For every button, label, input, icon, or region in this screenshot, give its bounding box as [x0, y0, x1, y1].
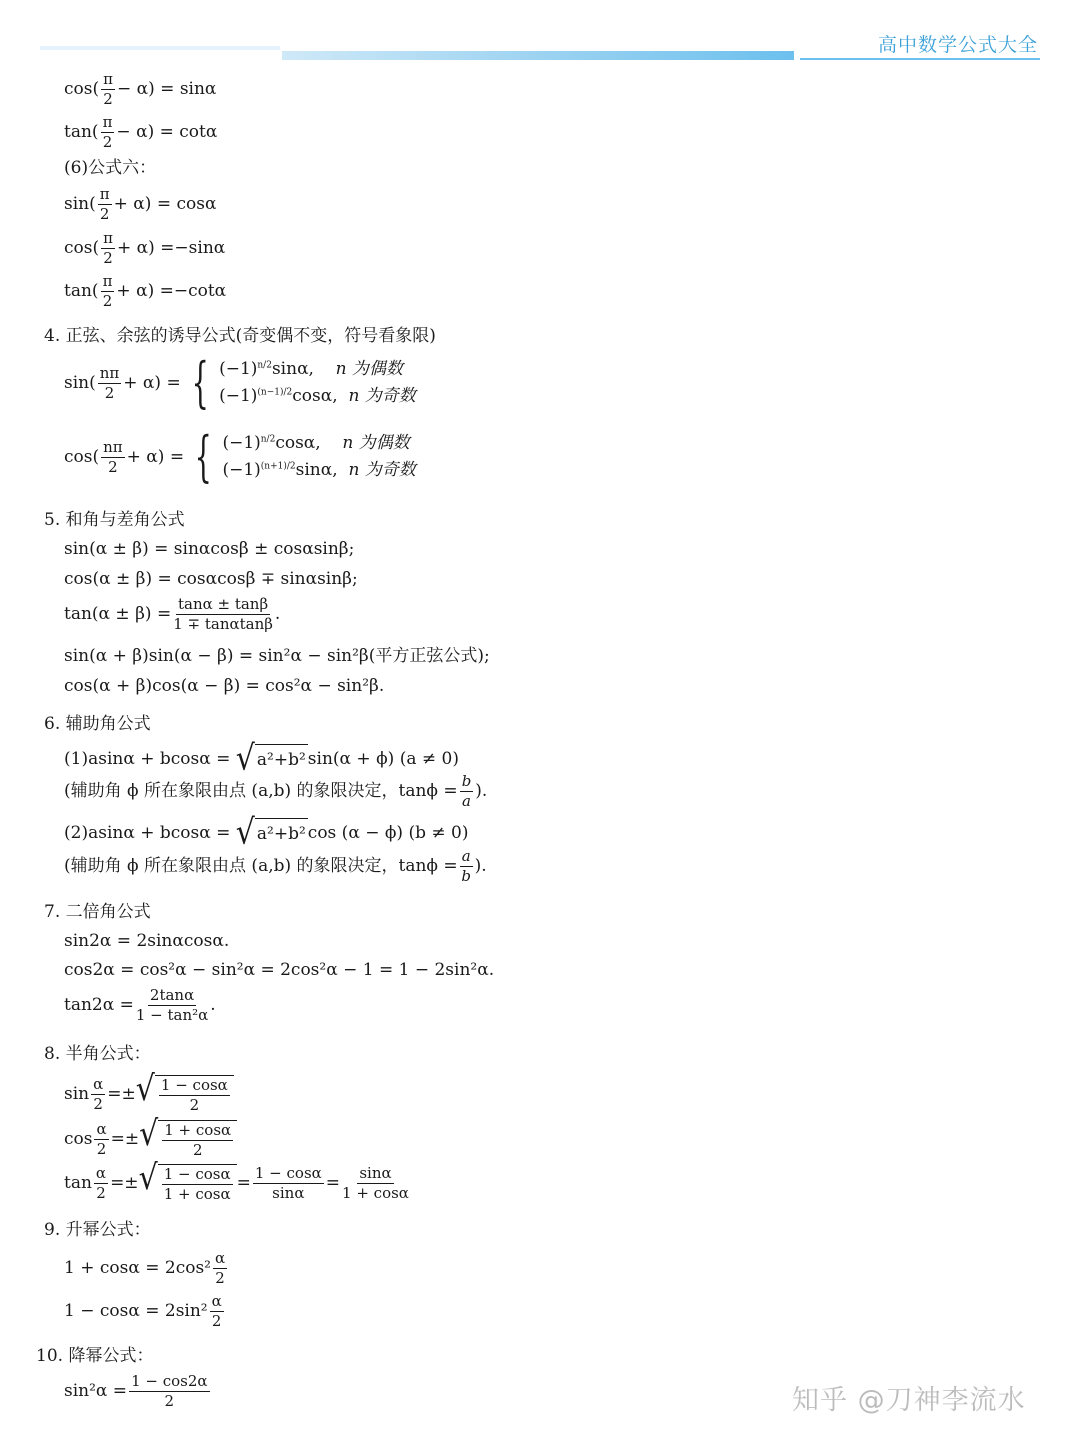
fraction: $\frac{\pi}{2}$: [99, 185, 110, 223]
formula-aux-2: (2)asinα + bcosα = √ a²+b² cos (α − ϕ) (b ≠ 0): [64, 812, 469, 853]
watermark-text: 知乎 @刀神李流水: [792, 1385, 1026, 1416]
formula-sin-pi2-plus: sin ( $\frac{\pi}{2}$ + α ) = cosα: [64, 185, 217, 223]
formula-lower-1: sin²α = $\frac{1 - \cos 2\alpha}{2}$: [64, 1372, 208, 1410]
brace-icon: {: [194, 425, 212, 488]
radical-icon: √: [235, 812, 255, 853]
formula-sin-double: sin2α = 2sinαcosα.: [64, 931, 230, 951]
section-8-heading: 8. 半角公式：: [44, 1044, 151, 1064]
sqrt: √ a²+b²: [235, 738, 306, 779]
fraction: $\frac{\pi}{2}$: [103, 70, 113, 108]
formula-six-label: (6)公式六：: [64, 158, 157, 178]
fraction: $\frac{1 - \cos\alpha}{2}$: [160, 1076, 228, 1114]
fraction: $\frac{\alpha}{2}$: [93, 1074, 104, 1113]
formula-induction-sin: sin( $\frac{n\pi}{2}$ + α) = { $(-1)^{n/2}\sin\alpha$, n 为偶数 $(-1)^{(n-1)/2}\cos\alpha$, n 为奇数: [64, 351, 416, 414]
fraction: $\frac{\alpha}{2}$: [95, 1163, 107, 1202]
radical-icon: √: [138, 1157, 158, 1198]
fraction: $\frac{\alpha}{2}$: [211, 1292, 222, 1330]
page-header-title: 高中数学公式大全: [877, 34, 1038, 56]
fraction: $\frac{1 - \cos\alpha}{\sin\alpha}$: [254, 1163, 322, 1202]
formula-raise-2: 1 − cosα = 2sin² $\frac{\alpha}{2}$: [64, 1292, 222, 1330]
cases: [222, 435, 415, 479]
fraction: $\frac{1 - \cos 2\alpha}{2}$: [131, 1372, 208, 1410]
section-7-heading: 7. 二倍角公式: [44, 902, 151, 922]
formula-induction-cos: cos( $\frac{n\pi}{2}$ + α) = { $(-1)^{n/2}\cos\alpha$, n 为偶数 $(-1)^{(n+1)/2}\sin\alpha$, n 为奇数: [64, 425, 416, 488]
formula-cos-half: cos $\frac{\alpha}{2}$ =± √ $\frac{1 + \cos\alpha}{2}$: [64, 1120, 237, 1158]
fn-label: cos: [64, 79, 93, 99]
radical-icon: √: [235, 738, 255, 779]
fraction: $\frac{1 + \cos\alpha}{2}$: [164, 1121, 232, 1159]
case-row: $(-1)^{n/2}\cos\alpha$, n 为偶数: [222, 433, 410, 453]
formula-aux-1: (1)asinα + bcosα = √ a²+b² sin(α + ϕ) (a ≠ 0): [64, 738, 459, 779]
case-row: $(-1)^{n/2}\sin\alpha$, n 为偶数: [219, 359, 403, 379]
case-row: $(-1)^{(n-1)/2}\cos\alpha$, n 为奇数: [219, 386, 416, 406]
formula-sin-half: sin $\frac{\alpha}{2}$ =± √ $\frac{1 - \cos\alpha}{2}$: [64, 1075, 234, 1113]
fraction: $\frac{\alpha}{2}$: [96, 1119, 107, 1158]
fraction: $\frac{\pi}{2}$: [102, 113, 113, 151]
formula-raise-1: 1 + cosα = 2cos² $\frac{\alpha}{2}$: [64, 1249, 226, 1287]
radical-icon: √: [139, 1113, 159, 1154]
formula-tan-pi2-minus: tan ( $\frac{\pi}{2}$ − α ) = cotα: [64, 113, 218, 151]
fraction: $\frac{\alpha}{2}$: [215, 1249, 226, 1287]
case-row: $(-1)^{(n+1)/2}\sin\alpha$, n 为奇数: [222, 460, 416, 480]
fraction: $\frac{n\pi}{2}$: [103, 437, 123, 476]
formula-cos-product: cos(α + β)cos(α − β) = cos²α − sin²β.: [64, 676, 385, 696]
formula-tan-double: tan2α = $\frac{2\tan\alpha}{\text{1 − tan²α}}$ .: [64, 986, 216, 1024]
section-4-heading: 4. 正弦、余弦的诱导公式(奇变偶不变，符号看象限): [44, 326, 436, 346]
section-10-heading: 10. 降幂公式：: [36, 1346, 154, 1366]
fraction: $\frac{\pi}{2}$: [102, 272, 113, 310]
formula-aux-note-2: (辅助角 ϕ 所在象限由点 (a,b) 的象限决定，tanϕ = $\frac{a}{b}$ ).: [64, 847, 487, 885]
sqrt: √ a²+b²: [235, 812, 306, 853]
formula-cos-pi2-minus: cos ( $\frac{\pi}{2}$ − α ) = sinα: [64, 70, 217, 108]
fraction: $\frac{2\tan\alpha}{\text{1 − tan²α}}$: [135, 986, 209, 1024]
formula-sin-product: sin(α + β)sin(α − β) = sin²α − sin²β(平方正弦公式);: [64, 646, 490, 666]
formula-cos-sum: cos(α ± β) = cosαcosβ ∓ sinαsinβ;: [64, 569, 358, 589]
formula-sin-sum: sin(α ± β) = sinαcosβ ± cosαsinβ;: [64, 539, 355, 559]
fraction: $\frac{\sin\alpha}{1 + \cos\alpha}$: [342, 1163, 409, 1202]
radical-icon: √: [135, 1068, 155, 1109]
header-band-gradient: [282, 51, 794, 60]
cases: [219, 361, 416, 405]
header-band-light: [40, 46, 280, 50]
fraction: $\frac{b}{a}$: [461, 772, 472, 810]
sqrt: [138, 1157, 237, 1203]
header-band-thin: [800, 58, 1040, 60]
fraction: $\frac{\tan\alpha \pm \tan\beta}{1 \mp \tan\alpha\tan\beta}$: [173, 595, 273, 633]
section-9-heading: 9. 升幂公式：: [44, 1220, 151, 1240]
formula-tan-half: tan $\frac{\alpha}{2}$ =± √ $\frac{1 - \cos\alpha}{1 + \cos\alpha}$ = $\frac{1 - \cos\alpha}{\sin\alpha}$ = $\frac{\sin\alpha}{1 + \cos\alpha}$: [64, 1157, 409, 1203]
fraction: $\frac{\pi}{2}$: [103, 229, 113, 267]
fraction: $\frac{1 - \cos\alpha}{1 + \cos\alpha}$: [163, 1165, 231, 1203]
brace-icon: {: [191, 351, 209, 414]
formula-aux-note-1: (辅助角 ϕ 所在象限由点 (a,b) 的象限决定，tanϕ = $\frac{b}{a}$ ).: [64, 772, 488, 810]
section-6-heading: 6. 辅助角公式: [44, 714, 151, 734]
formula-cos-pi2-plus: cos ( $\frac{\pi}{2}$ + α ) =−sinα: [64, 229, 226, 267]
formula-tan-pi2-plus: tan ( $\frac{\pi}{2}$ + α ) =−cotα: [64, 272, 227, 310]
section-5-heading: 5. 和角与差角公式: [44, 510, 185, 530]
fraction: $\frac{a}{b}$: [461, 847, 471, 885]
fraction: $\frac{n\pi}{2}$: [99, 363, 120, 402]
formula-cos-double: cos2α = cos²α − sin²α = 2cos²α − 1 = 1 − 2sin²α.: [64, 960, 495, 980]
formula-tan-sum: tan(α ± β) = $\frac{\tan\alpha \pm \tan\beta}{1 \mp \tan\alpha\tan\beta}$ .: [64, 595, 281, 633]
